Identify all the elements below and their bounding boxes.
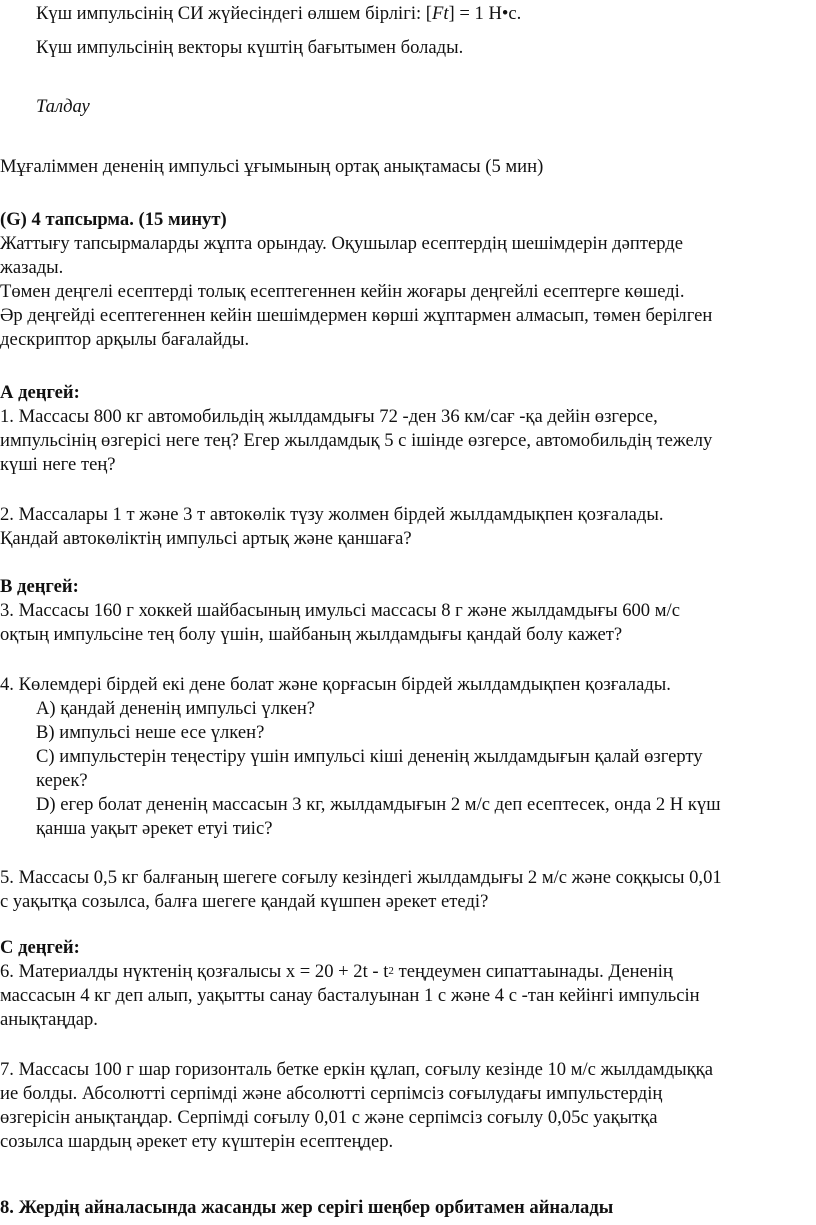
problem-4-item: керек? (36, 770, 88, 791)
problem-4-item: В) импульсі неше есе үлкен? (36, 722, 265, 743)
section-label: Талдау (36, 96, 90, 117)
task4-line: жазады. (0, 257, 64, 278)
problem-1-line: импульсінің өзгерісі неге тең? Егер жылдамдық 5 с ішінде өзгерсе, автомобильдің тежелу (0, 430, 713, 451)
task4-line: дескриптор арқылы бағалайды. (0, 329, 250, 350)
problem-2-line: Қандай автокөліктің импульсі артық және қаншаға? (0, 528, 412, 549)
problem-4-item: А) қандай дененің импульсі үлкен? (36, 698, 316, 719)
task4-heading: (G) 4 тапсырма. (15 минут) (0, 209, 227, 230)
task4-line: Әр деңгейді есептегеннен кейін шешімдермен көрші жұптармен алмасып, төмен берілген (0, 305, 713, 326)
level-b-heading: В деңгей: (0, 576, 79, 597)
problem-4-item: С) импульстерін теңестіру үшін импульсі кіші дененің жылдамдығын қалай өзгерту (36, 746, 703, 767)
problem-7-line: 7. Массасы 100 г шар горизонталь бетке еркін құлап, соғылу кезінде 10 м/с жылдамдыққа (0, 1059, 713, 1080)
teacher-definition: Мұғаліммен дененің импульсі ұғымының ортақ анықтамасы (5 мин) (0, 156, 544, 177)
problem-3-line: 3. Массасы 160 г хоккей шайбасының имульсі массасы 8 г және жылдамдығы 600 м/с (0, 600, 680, 621)
problem-1-line: 1. Массасы 800 кг автомобильдің жылдамдығы 72 -ден 36 км/сағ -қа дейін өзгерсе, (0, 406, 658, 427)
problem-4-item: D) егер болат дененің массасын 3 кг, жылдамдығын 2 м/с деп есептесек, онда 2 Н күш (36, 794, 721, 815)
problem-5-line: 5. Массасы 0,5 кг балғаның шегеге соғылу кезіндегі жылдамдығы 2 м/с және соққысы 0,01 (0, 867, 722, 888)
level-a-heading: А деңгей: (0, 382, 80, 403)
si-unit-line: Күш импульсінің СИ жүйесіндегі өлшем бірлігі: [Ft] = 1 Н•с. (36, 3, 522, 24)
problem-7-line: созылса шардың әрекет ету күштерін есептеңдер. (0, 1131, 394, 1152)
problem-2-line: 2. Массалары 1 т және 3 т автокөлік түзу жолмен бірдей жылдамдықпен қозғалады. (0, 504, 664, 525)
problem-6-line: анықтаңдар. (0, 1009, 98, 1030)
level-c-heading: С деңгей: (0, 937, 80, 958)
impulse-direction-line: Күш импульсінің векторы күштің бағытымен болады. (36, 37, 464, 58)
problem-4-intro: 4. Көлемдері бірдей екі дене болат және қорғасын бірдей жылдамдықпен қозғалады. (0, 674, 671, 695)
problem-6-line: массасын 4 кг деп алып, уақытты санау басталуынан 1 с және 4 с -тан кейінгі импульсін (0, 985, 700, 1006)
problem-7-line: ие болды. Абсолютті серпімді және абсолютті серпімсіз соғылудағы импульстердің (0, 1083, 663, 1104)
task4-line: Жаттығу тапсырмаларды жұпта орындау. Оқушылар есептердің шешімдерін дәптерде (0, 233, 683, 254)
problem-1-line: күші неге тең? (0, 454, 116, 475)
task4-line: Төмен деңгелі есептерді толық есептегеннен кейін жоғары деңгейлі есептерге көшеді. (0, 281, 685, 302)
problem-5-line: с уақытқа созылса, балға шегеге қандай күшпен әрекет етеді? (0, 891, 489, 912)
problem-6-line: 6. Материалды нүктенің қозғалысы $x = 20 + 2t - t^2$ теңдеумен сипаттаынады. Дененің (0, 961, 673, 982)
task8-heading: 8. Жердің айналасында жасанды жер серігі шеңбер орбитамен айналады (0, 1197, 614, 1218)
problem-3-line: оқтың импульсіне тең болу үшін, шайбаның жылдамдығы қандай болу кажет? (0, 624, 623, 645)
problem-7-line: өзгерісін анықтаңдар. Серпімді соғылу 0,01 с және серпімсіз соғылу 0,05с уақытқа (0, 1107, 658, 1128)
problem-4-item: қанша уақыт әрекет етуі тиіс? (36, 818, 273, 839)
